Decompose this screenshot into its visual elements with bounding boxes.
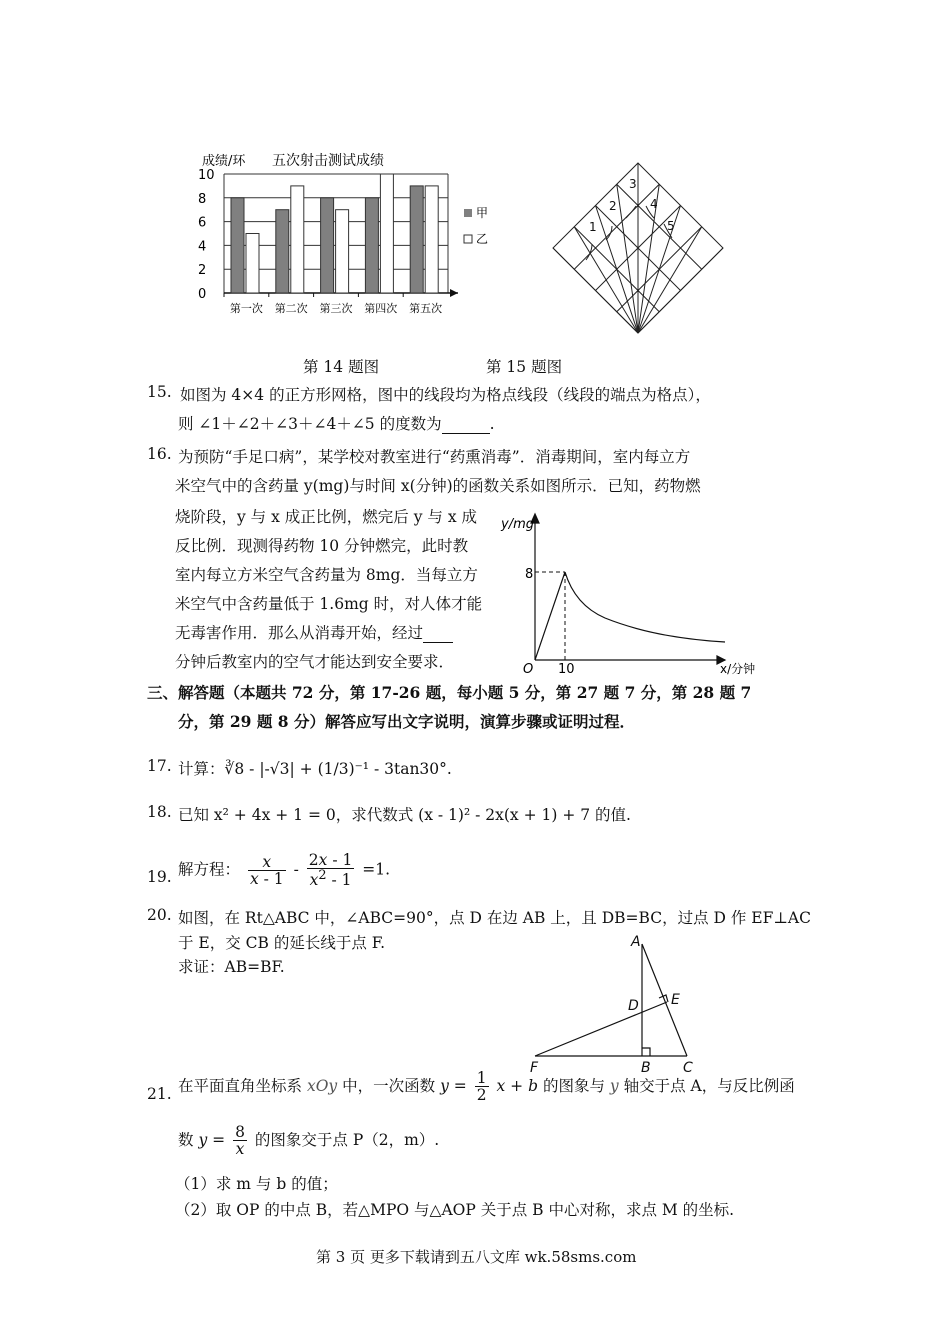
fig15-caption: 第 15 题图 [486,358,563,376]
q15-answer-blank [442,415,490,434]
q19-tail: =1. [362,860,391,879]
q16-line7-text: 无毒害作用．那么从消毒开始，经过 [175,624,424,642]
q21-line2: 数 y = $\frac{8}{x}$ 的图象交于点 P（2，m）. [178,1123,440,1159]
page-footer: 第 3 页 更多下载请到五八文库 wk.58sms.com [316,1248,637,1266]
q21-text-shu: 数 [178,1131,194,1150]
q18-text: 已知 x² + 4x + 1 = 0，求代数式 (x - 1)² - 2x(x + 1) + 7 的值. [178,806,631,824]
q16-line8: 分钟后教室内的空气才能达到安全要求． [175,653,455,671]
label-B: B [641,1060,651,1075]
q15-line2 [178,412,495,434]
x-axis-arrow [450,289,458,297]
q15-line1: 如图为 4×4 的正方形网格，图中的线段均为格点线段（线段的端点为格点）， [180,386,711,404]
graph-x-label: x/分钟 [720,662,756,676]
bar-yi-3 [336,210,349,293]
y-tick-label: 0 [198,287,207,302]
q16-line4: 反比例．现测得药物 10 分钟燃完，此时教 [175,537,469,555]
q20-number: 20. [147,906,172,924]
graph-y-mark: 8 [525,567,534,582]
angle-label-4: 4 [650,197,658,211]
q20-line2: 于 E，交 CB 的延长线于点 F. [178,934,386,952]
q20-line3: 求证：AB=BF. [178,958,285,976]
q21-text-d: 的图象与 [542,1077,605,1096]
y-tick-label: 4 [198,239,207,255]
y-tick-label: 10 [198,168,215,183]
q21-fraction-half: $\frac{1}{2}$ [476,1069,487,1105]
q21-text-p: 的图象交于点 P（2，m）. [254,1131,440,1150]
fig15-grid-figure [550,160,730,336]
bar-jia-3 [321,198,334,293]
chart-title: 五次射击测试成绩 [272,153,384,169]
q21-text-y: y [609,1077,619,1096]
q16-answer-blank [423,624,453,643]
label-E: E [671,992,680,1008]
q16-line5: 室内每立方米空气含药量为 8mg．当每立方 [175,566,478,584]
q21-number: 21. [147,1085,172,1103]
q17-expression: 计算：∛8 - |-√3| + (1/3)⁻¹ - 3tan30°. [178,760,452,778]
angle-label-5: 5 [667,219,675,233]
fig14-caption: 第 14 题图 [303,358,380,376]
q21-part1: （1）求 m 与 b 的值； [175,1175,338,1193]
bar-jia-4 [365,198,378,293]
q19-fraction-1: $\frac{x}{x - 1}$ [249,852,284,888]
q21-part2: （2）取 OP 的中点 B，若△MPO 与△AOP 关于点 B 中心对称，求点 M 的坐标. [175,1201,735,1219]
x-tick-label: 第三次 [319,302,353,315]
fig14-chart [190,148,510,323]
bar-yi-5 [425,186,438,293]
bar-jia-5 [410,186,423,293]
q21-text-a: 在平面直角坐标系 [178,1077,303,1096]
bar-yi-1 [246,234,259,294]
x-tick-label: 第二次 [274,302,308,315]
q15-line2-text: 则 ∠1＋∠2＋∠3＋∠4＋∠5 的度数为 [178,415,442,433]
q16-line7 [175,621,453,643]
section3-line2: 分，第 29 题 8 分）解答应写出文字说明，演算步骤或证明过程． [178,712,635,731]
q16-line2: 米空气中的含药量 y(mg)与时间 x(分钟)的函数关系如图所示．已知，药物燃 [175,477,701,495]
graph-y-label: y/mg [501,517,534,532]
q21-fraction-8x: $\frac{8}{x}$ [235,1123,245,1159]
label-C: C [683,1060,693,1075]
label-A: A [631,934,641,950]
chart-ylabel: 成绩/环 [202,154,246,169]
bar-yi-2 [291,186,304,293]
q15-number: 15. [147,383,172,401]
q16-line6: 米空气中含药量低于 1.6mg 时，对人体才能 [175,595,483,613]
bar-yi-4 [380,174,393,293]
q15-line2-end: . [489,415,495,433]
bar-jia-1 [231,198,244,293]
y-tick-label: 2 [198,263,207,279]
legend-swatch-yi [464,235,472,243]
q19-equation: 解方程： $\frac{x}{x - 1}$ - $\frac{2x - 1}{x^2 - 1}$ =1. [178,851,391,890]
q20-triangle-figure [525,930,705,1075]
q19-fraction-2: $\frac{2x - 1}{x^2 - 1}$ [308,851,353,890]
q16-line1: 为预防“手足口病”，某学校对教室进行“药熏消毒”．消毒期间，室内每立方 [178,448,691,466]
q16-line3: 烧阶段，y 与 x 成正比例，燃完后 y 与 x 成 [175,508,477,526]
legend-label-jia: 甲 [476,206,489,220]
graph-origin: O [523,662,534,677]
section3-line1: 三、解答题（本题共 72 分，第 17-26 题，每小题 5 分，第 27 题 7 分，第 28 题 7 [147,683,752,702]
label-D: D [628,998,639,1014]
y-tick-label: 8 [198,191,207,207]
q21-text-f: 轴交于点 A，与反比例函 [623,1077,795,1096]
q21-text-c: 中，一次函数 [342,1077,436,1096]
graph-x-mark: 10 [558,662,575,677]
legend-swatch-jia [464,209,472,217]
chart-legend [464,206,488,246]
y-tick-label: 6 [198,215,207,231]
q17-number: 17. [147,757,172,775]
legend-label-yi: 乙 [476,232,489,246]
q16-graph [495,510,765,680]
q21-line1: 在平面直角坐标系 xOy 中，一次函数 y = $\frac{1}{2}$ x + b 的图象与 y 轴交于点 A，与反比例函 [178,1069,795,1105]
bar-jia-2 [276,210,289,293]
angle-label-2: 2 [609,199,617,213]
x-tick-label: 第五次 [409,302,443,315]
q19-number: 19. [147,868,172,886]
q21-text-xoy: xOy [306,1077,338,1096]
x-tick-label: 第一次 [229,302,263,315]
x-tick-label: 第四次 [364,302,398,315]
q18-number: 18. [147,803,172,821]
angle-label-3: 3 [629,177,637,191]
q20-line1: 如图，在 Rt△ABC 中，∠ABC=90°，点 D 在边 AB 上，且 DB=BC，过点 D 作 EF⊥AC [178,909,811,927]
label-F: F [530,1060,539,1075]
angle-label-1: 1 [589,220,597,234]
q19-lead: 解方程： [178,860,241,879]
q16-number: 16. [147,445,172,463]
